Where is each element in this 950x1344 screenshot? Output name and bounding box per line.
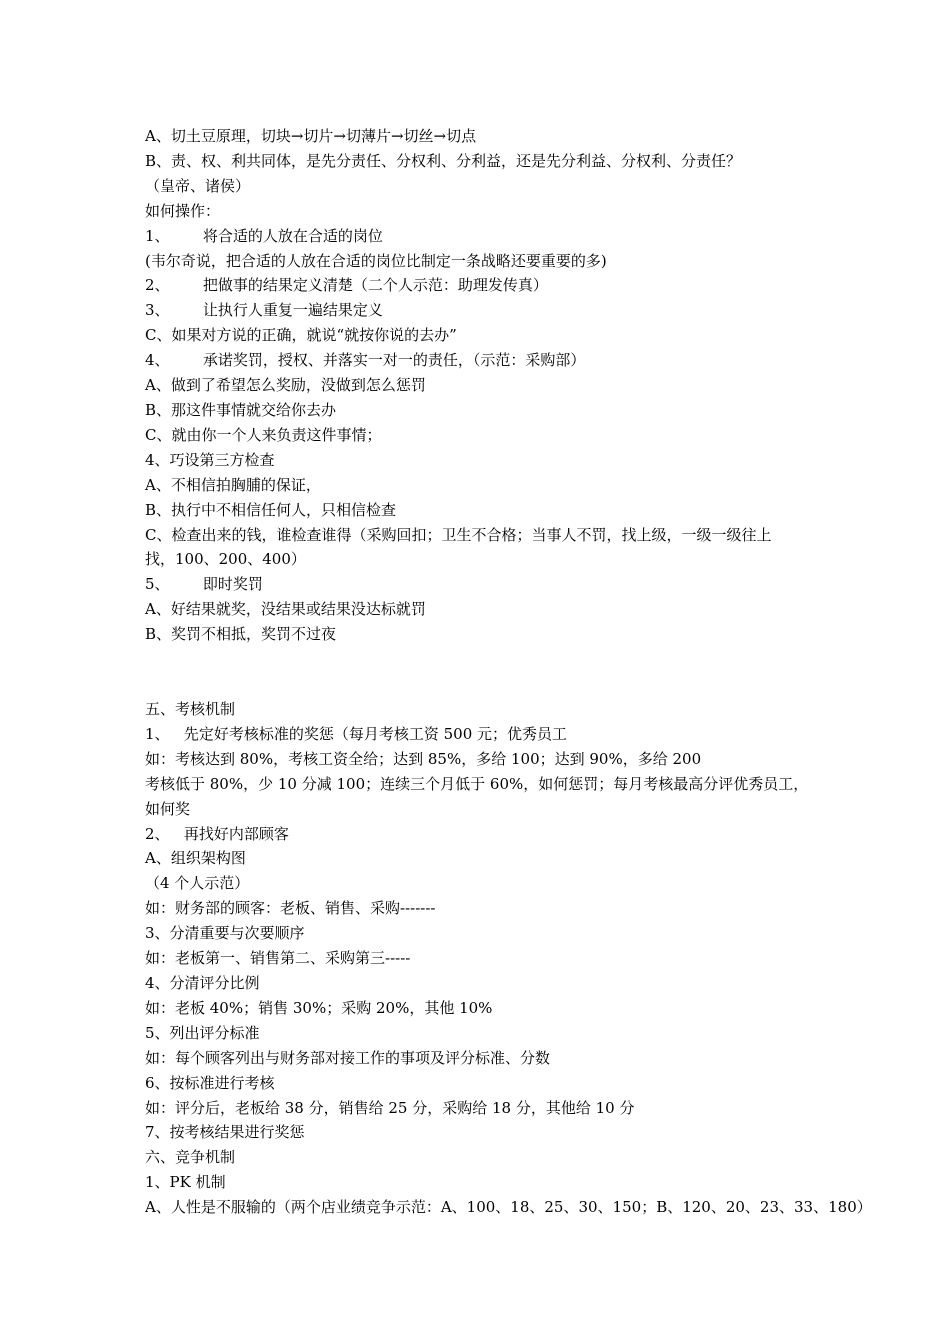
text-line: 2、 再找好内部顾客: [145, 824, 289, 843]
text-line: 五、考核机制: [145, 700, 236, 719]
text-line: 如：财务部的顾客：老板、销售、采购-------: [145, 899, 436, 918]
text-line: 如：老板 40%；销售 30%；采购 20%，其他 10%: [145, 998, 493, 1017]
text-line: （4 个人示范）: [145, 874, 250, 893]
paragraph-gap: [145, 647, 825, 697]
text-line: 3、 让执行人重复一遍结果定义: [145, 301, 383, 320]
text-line: 如：评分后，老板给 38 分，销售给 25 分，采购给 18 分，其他给 10 分: [145, 1098, 635, 1117]
text-line: A、人性是不服输的（两个店业绩竞争示范：A、100、18、25、30、150；B、120、20、23、33、180）: [145, 1198, 872, 1217]
text-line: 如：每个顾客列出与财务部对接工作的事项及评分标准、分数: [145, 1048, 551, 1067]
text-line: B、那这件事情就交给你去办: [145, 400, 337, 419]
text-block-1: [145, 124, 825, 647]
document-body: [145, 124, 872, 1220]
text-line: 如何操作：: [145, 201, 221, 220]
text-line: 4、 承诺奖罚，授权、并落实一对一的责任，（示范：采购部）: [145, 351, 586, 370]
text-line: A、切土豆原理，切块→切片→切薄片→切丝→切点: [145, 127, 477, 145]
text-line: 1、 先定好考核标准的奖惩（每月考核工资 500 元；优秀员工: [145, 724, 568, 743]
text-line: 1、 将合适的人放在合适的岗位: [145, 226, 383, 245]
text-line: A、好结果就奖，没结果或结果没达标就罚: [145, 600, 426, 619]
text-line: C、如果对方说的正确，就说“就按你说的去办”: [145, 326, 457, 345]
text-line: 2、 把做事的结果定义清楚（二个人示范：助理发传真）: [145, 276, 548, 295]
text-line: 5、 即时奖罚: [145, 575, 263, 594]
text-line: 4、分清评分比例: [145, 974, 260, 992]
text-line: 如何奖: [145, 799, 191, 818]
text-line: 1、PK 机制: [145, 1173, 226, 1192]
text-line: 3、分清重要与次要顺序: [145, 924, 305, 943]
text-line: B、执行中不相信任何人，只相信检查: [145, 500, 397, 519]
text-line: C、就由你一个人来负责这件事情；: [145, 425, 382, 444]
text-line: （皇帝、诸侯）: [145, 176, 251, 195]
text-line: 4、巧设第三方检查: [145, 450, 275, 469]
text-line: 如：考核达到 80%，考核工资全给；达到 85%，多给 100；达到 90%，多给 200: [145, 749, 702, 768]
text-line: 如：老板第一、销售第二、采购第三-----: [145, 949, 411, 968]
text-line: 5、列出评分标准: [145, 1023, 260, 1042]
text-line: A、组织架构图: [145, 849, 246, 868]
text-line: 7、按考核结果进行奖惩: [145, 1123, 305, 1142]
text-line: 找，100、200、400）: [145, 550, 306, 569]
text-line: A、不相信拍胸脯的保证，: [145, 475, 321, 494]
text-line: B、奖罚不相抵，奖罚不过夜: [145, 625, 337, 644]
text-block-2: [145, 697, 872, 1220]
text-line: 六、竞争机制: [145, 1148, 236, 1167]
text-line: C、检查出来的钱，谁检查谁得（采购回扣；卫生不合格；当事人不罚，找上级，一级一级往上: [145, 525, 772, 544]
text-line: A、做到了希望怎么奖励，没做到怎么惩罚: [145, 376, 426, 395]
text-line: 6、按标准进行考核: [145, 1073, 275, 1092]
text-line: 考核低于 80%，少 10 分减 100；连续三个月低于 60%，如何惩罚；每月考核最高分评优秀员工，: [145, 774, 809, 793]
text-line: (韦尔奇说，把合适的人放在合适的岗位比制定一条战略还要重要的多): [145, 251, 607, 270]
text-line: B、责、权、利共同体，是先分责任、分权利、分利益，还是先分利益、分权利、分责任？: [145, 151, 742, 170]
